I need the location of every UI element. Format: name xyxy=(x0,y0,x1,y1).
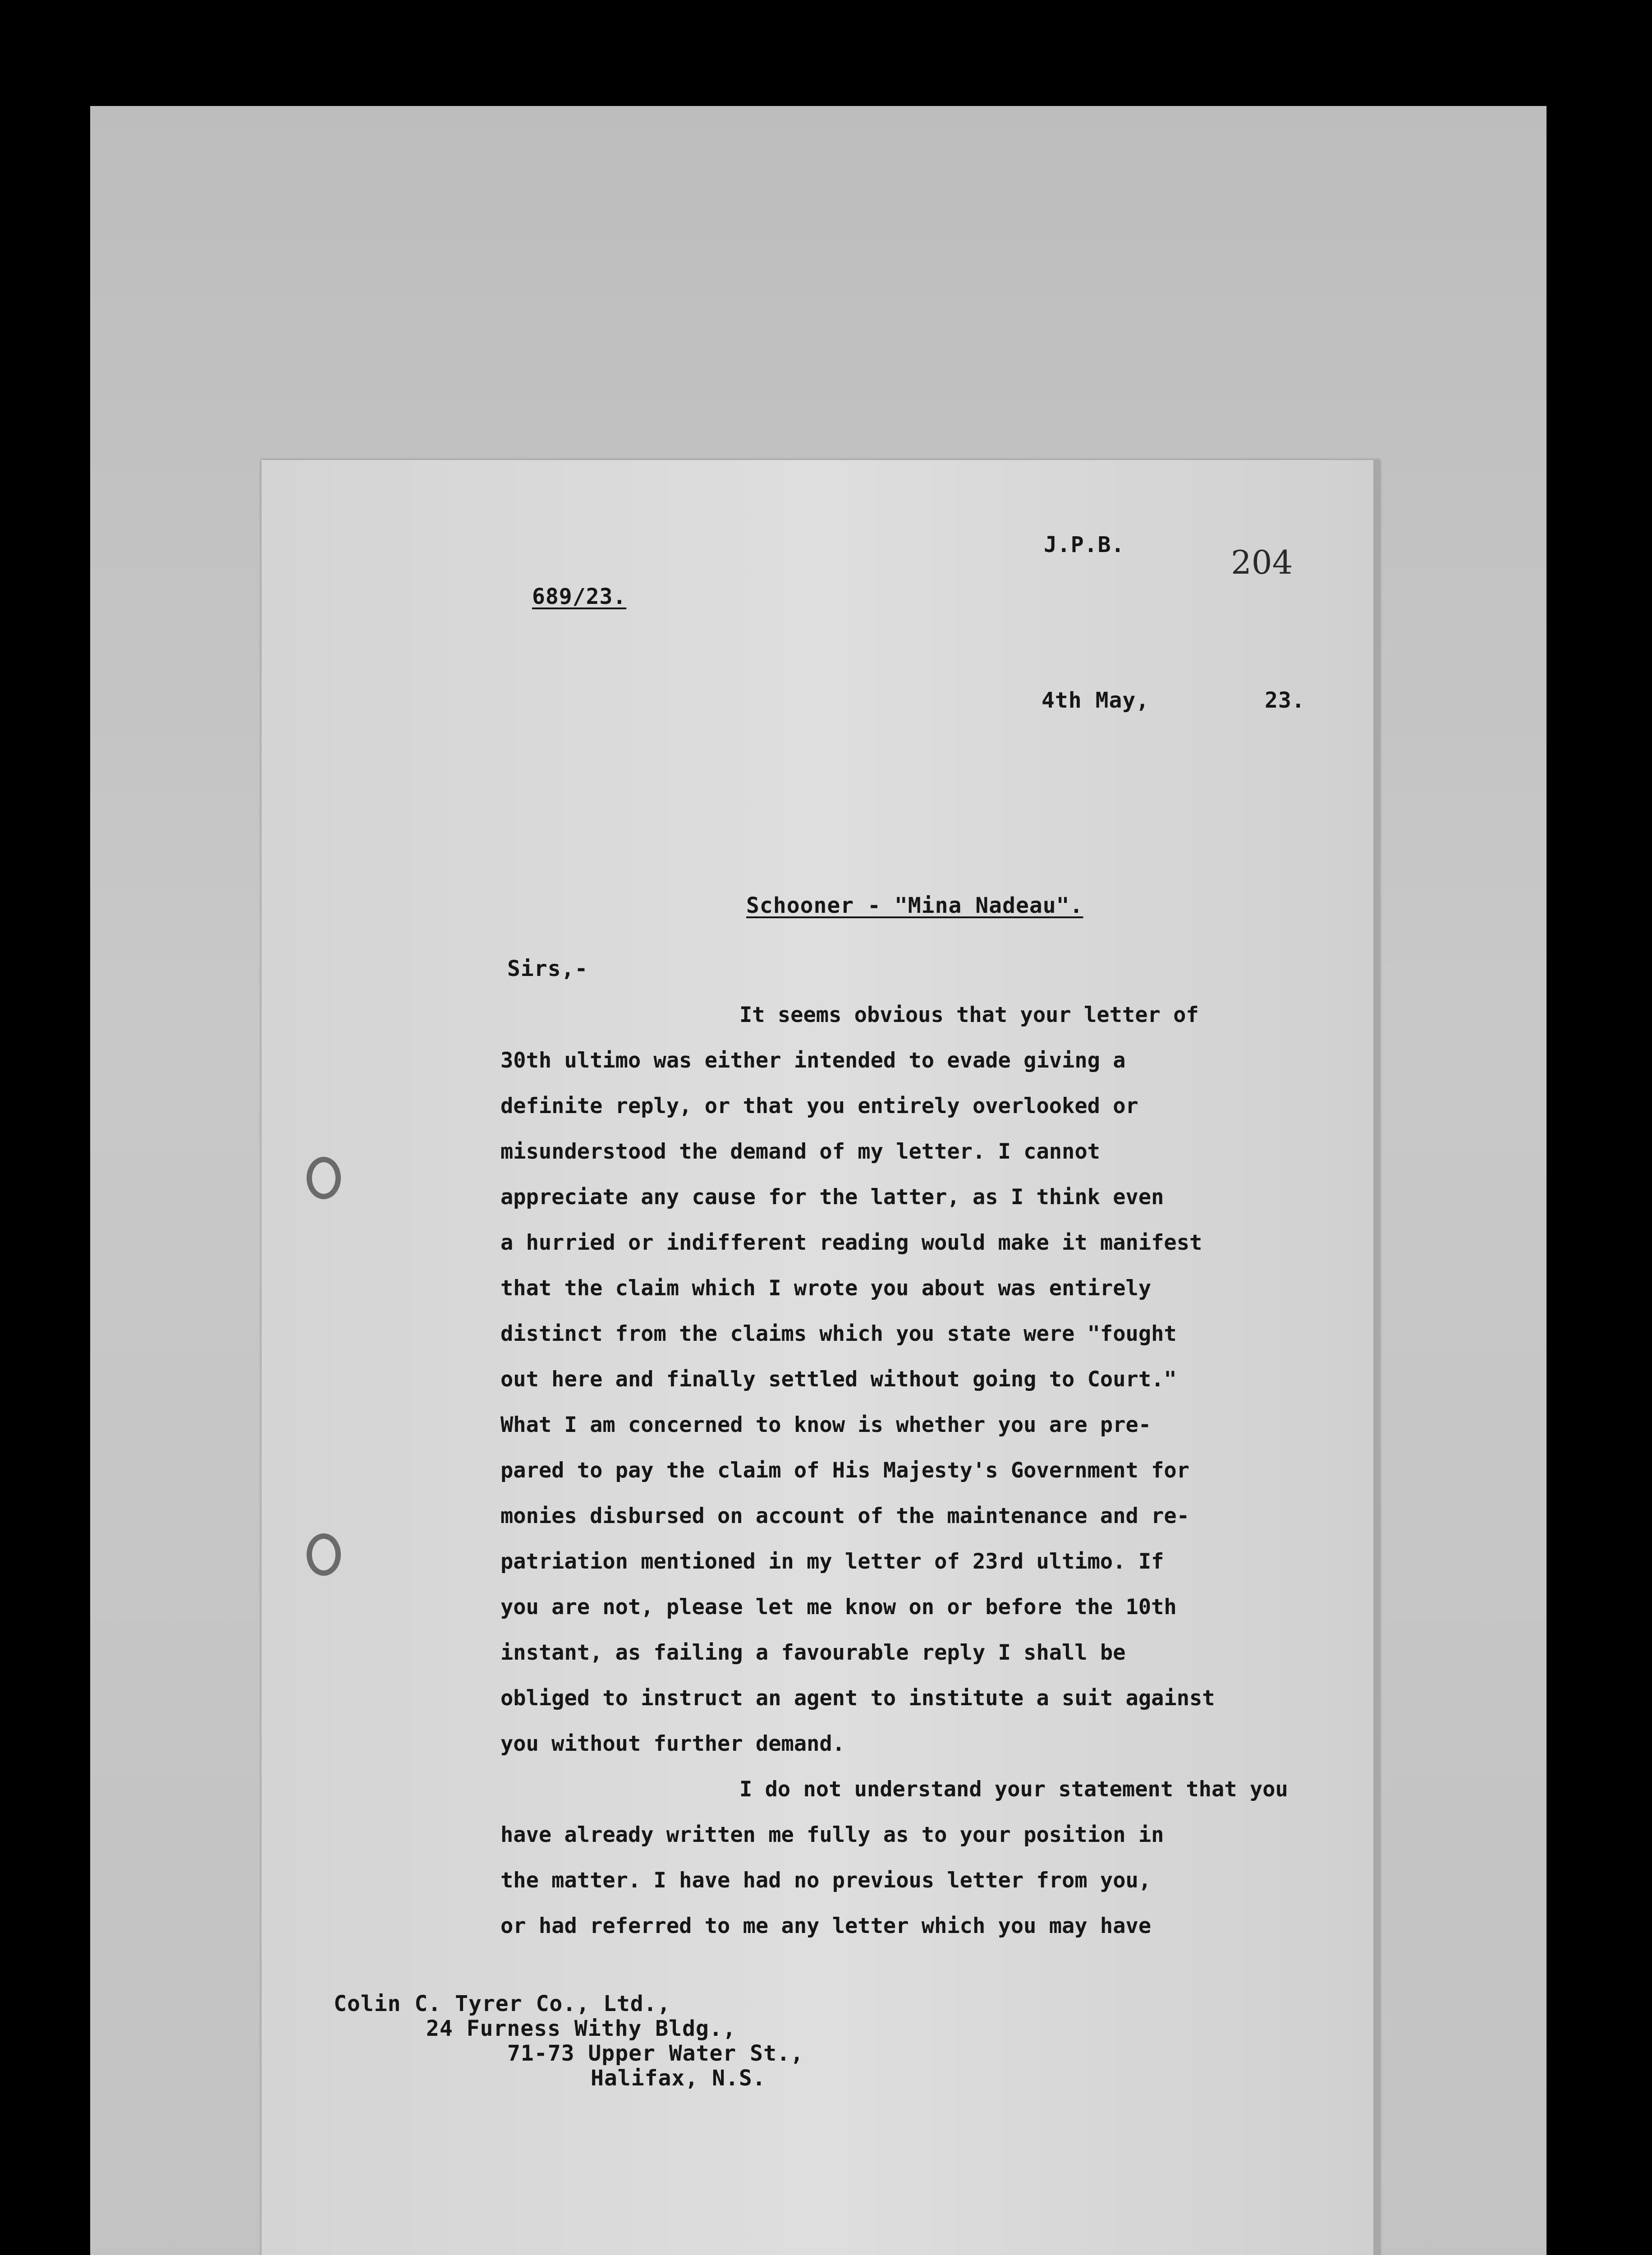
letter-body xyxy=(500,992,1288,1949)
body-line: that the claim which I wrote you about was entirely xyxy=(500,1276,1152,1301)
page-number: 204 xyxy=(1231,543,1293,581)
letter-date: 4th May, xyxy=(1042,688,1150,713)
body-line: out here and finally settled without going to Court." xyxy=(500,1367,1177,1392)
page-edge xyxy=(1373,460,1380,2255)
initials: J.P.B. xyxy=(1044,532,1125,557)
body-line: definite reply, or that you entirely overlooked or xyxy=(500,1094,1138,1118)
body-line: a hurried or indifferent reading would make it manifest xyxy=(500,1230,1202,1255)
address-line-2: 24 Furness Withy Bldg., xyxy=(426,2016,736,2041)
punch-hole-lower xyxy=(307,1533,341,1576)
punch-hole-upper xyxy=(307,1157,341,1199)
body-line: monies disbursed on account of the maintenance and re- xyxy=(500,1504,1190,1528)
body-line: you are not, please let me know on or before the 10th xyxy=(500,1595,1177,1620)
letter-year: 23. xyxy=(1265,688,1305,713)
body-line: appreciate any cause for the latter, as I think even xyxy=(500,1185,1164,1210)
file-reference: 689/23. xyxy=(532,584,627,609)
salutation: Sirs,- xyxy=(507,956,588,981)
body-line: I do not understand your statement that you xyxy=(739,1777,1288,1802)
body-line: misunderstood the demand of my letter. I cannot xyxy=(500,1139,1100,1164)
body-line: you without further demand. xyxy=(500,1731,845,1756)
body-line: pared to pay the claim of His Majesty's Government for xyxy=(500,1458,1190,1483)
body-line: It seems obvious that your letter of xyxy=(739,1003,1199,1027)
body-line: instant, as failing a favourable reply I shall be xyxy=(500,1640,1126,1665)
body-line: have already written me fully as to your position in xyxy=(500,1822,1164,1847)
address-line-1: Colin C. Tyrer Co., Ltd., xyxy=(334,1991,671,2016)
address-line-4: Halifax, N.S. xyxy=(591,2066,766,2091)
body-line: distinct from the claims which you state were "fought xyxy=(500,1321,1177,1346)
body-line: 30th ultimo was either intended to evade giving a xyxy=(500,1048,1126,1073)
letter-page xyxy=(262,460,1380,2255)
subject-line: Schooner - "Mina Nadeau". xyxy=(746,893,1083,918)
address-line-3: 71-73 Upper Water St., xyxy=(507,2041,804,2066)
body-line: obliged to instruct an agent to institute a suit against xyxy=(500,1686,1215,1711)
body-line: What I am concerned to know is whether you are pre- xyxy=(500,1413,1152,1437)
body-line: or had referred to me any letter which you may have xyxy=(500,1914,1152,1938)
body-line: patriation mentioned in my letter of 23rd ultimo. If xyxy=(500,1549,1164,1574)
body-line: the matter. I have had no previous letter from you, xyxy=(500,1868,1152,1893)
